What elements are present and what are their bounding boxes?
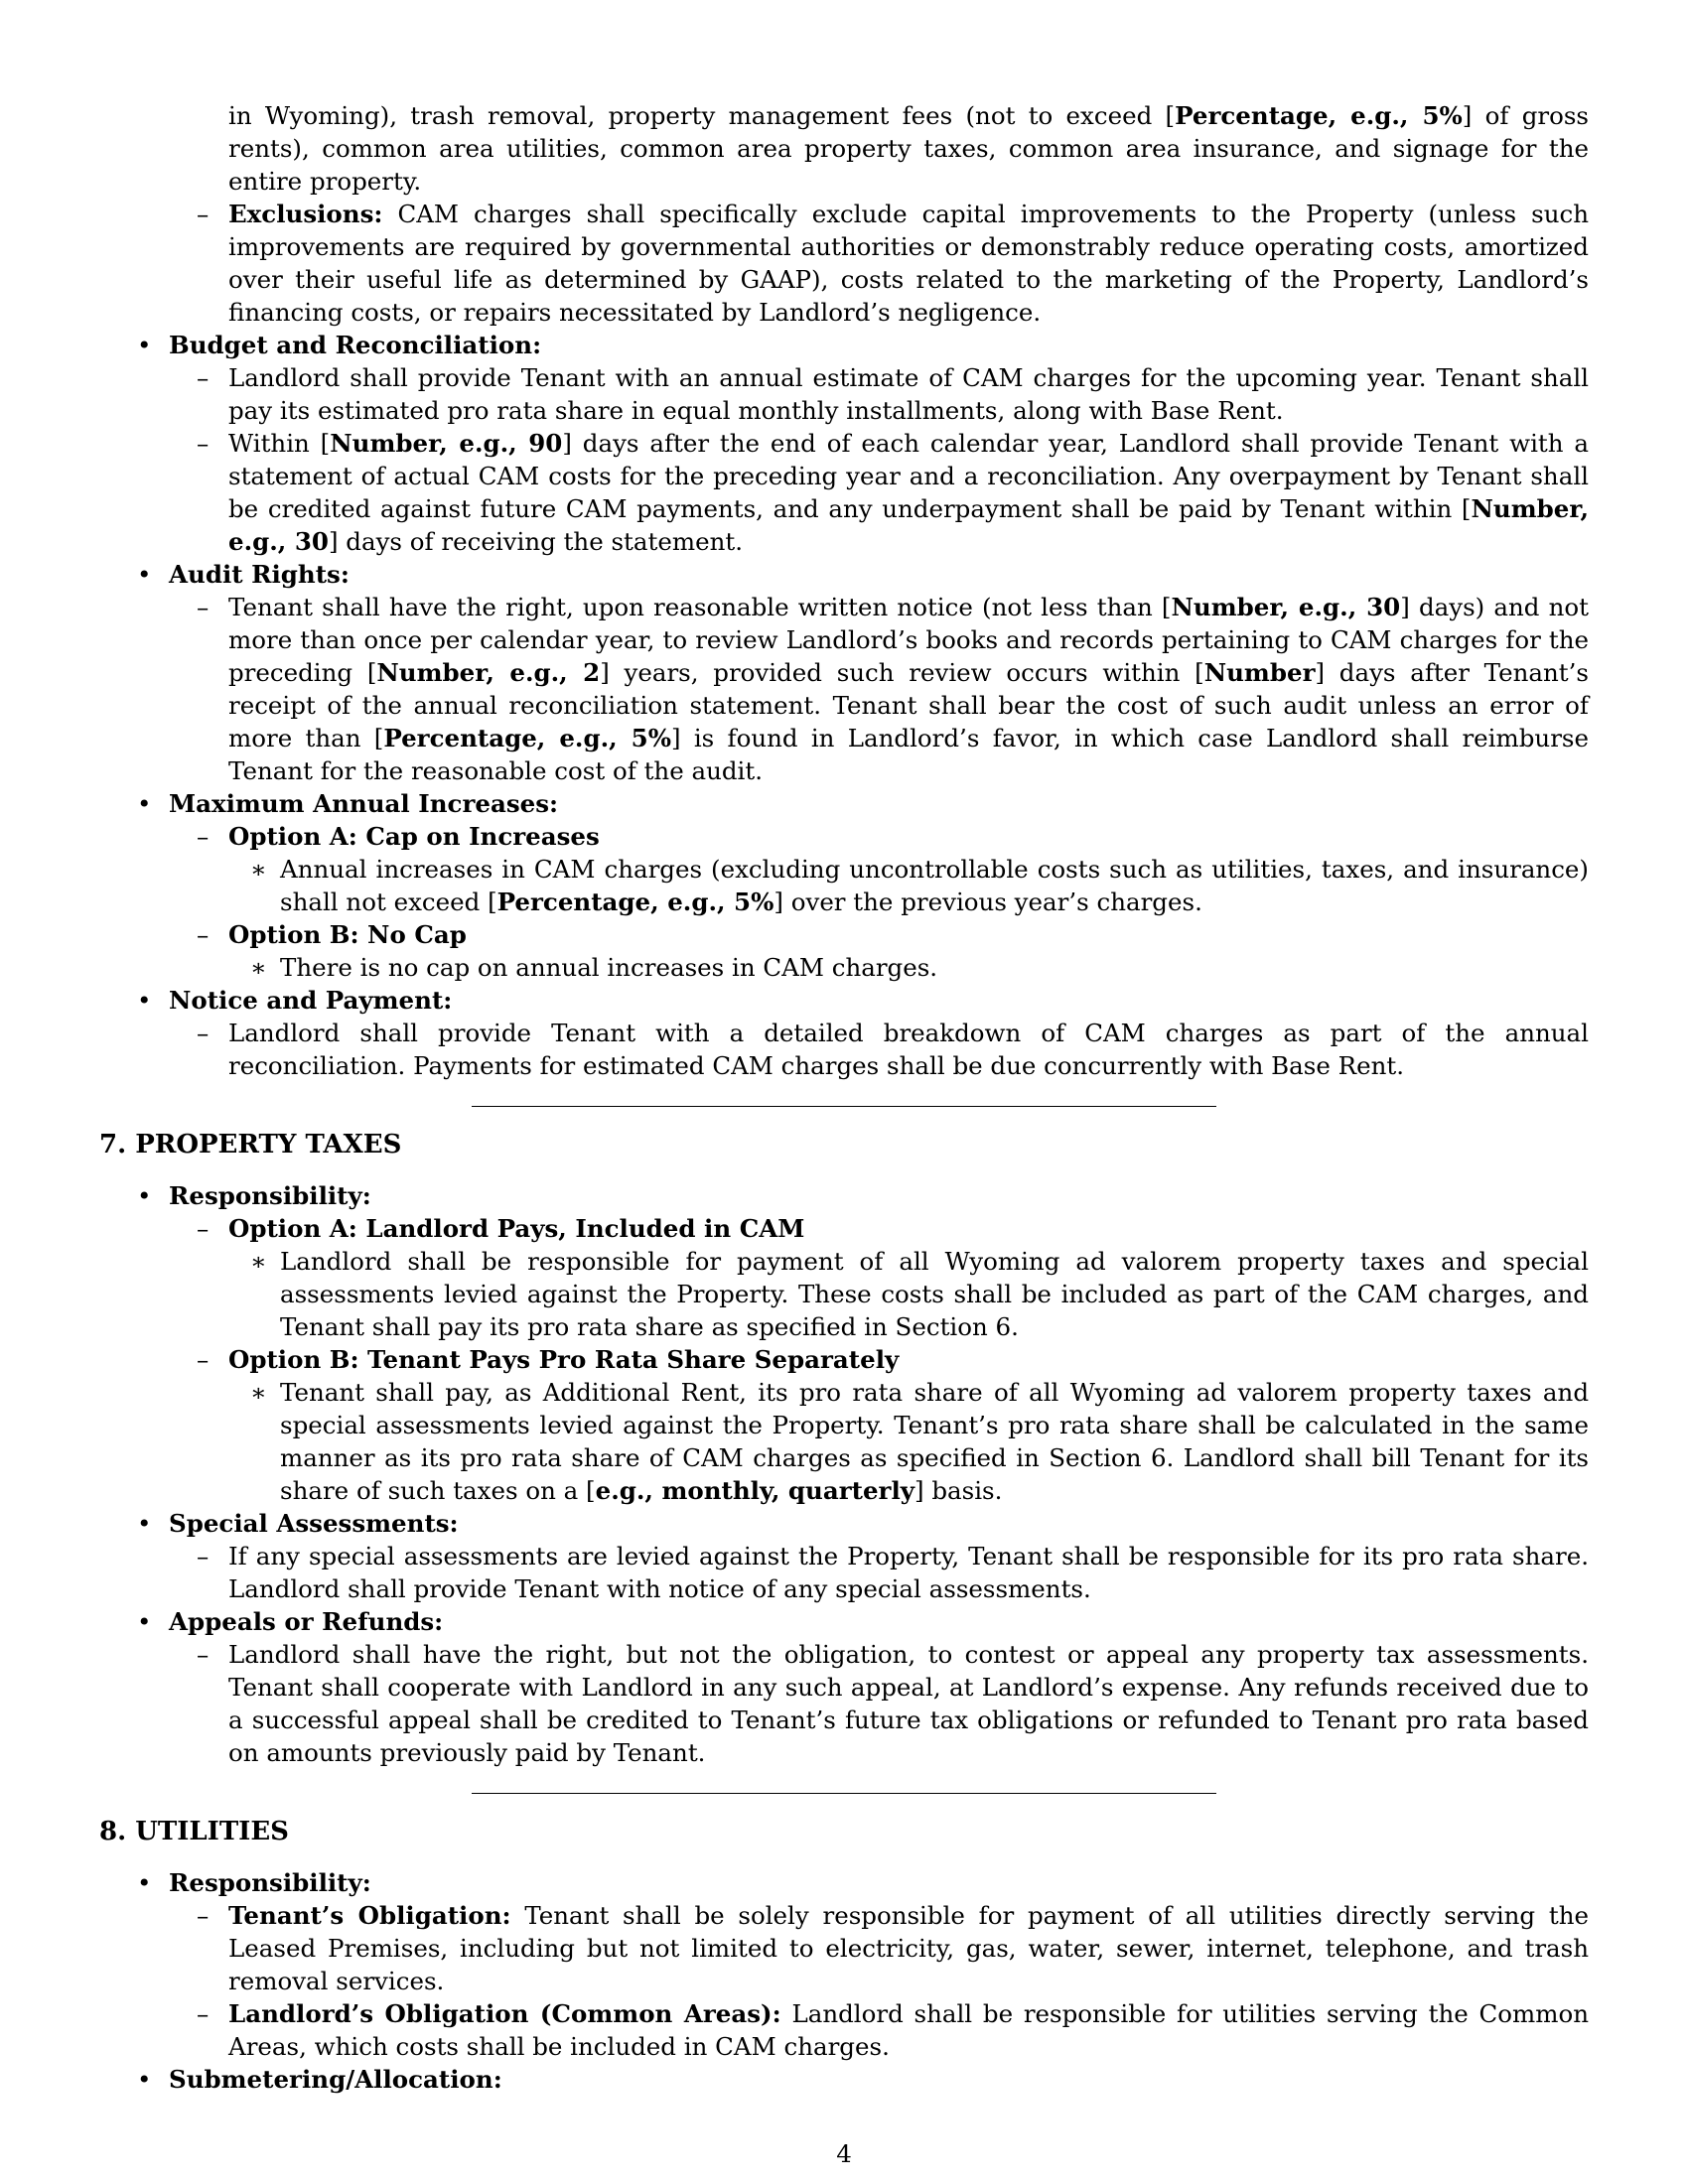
bullet-marker: • bbox=[137, 1509, 152, 1538]
bullet-marker: • bbox=[137, 2065, 152, 2094]
audit-heading: • Audit Rights: bbox=[137, 560, 350, 589]
special-assessments-heading: • Special Assessments: bbox=[137, 1509, 459, 1538]
bullet-marker: • bbox=[137, 986, 152, 1015]
increases-option-a-text: ∗ Annual increases in CAM charges (excluding uncontrollable costs such as utilities, taxes, and insurance) shall not exceed [Percentage, e.g., 5%] over the previous year’s charges. bbox=[250, 855, 1589, 916]
section-8-list bbox=[99, 1866, 1589, 2096]
dash-marker: – bbox=[197, 429, 210, 458]
budget-heading: • Budget and Reconciliation: bbox=[137, 331, 542, 359]
star-marker: ∗ bbox=[250, 1378, 267, 1407]
bullet-marker: • bbox=[137, 1607, 152, 1636]
tax-responsibility-heading: • Responsibility: bbox=[137, 1181, 371, 1210]
tax-option-a: – Option A: Landlord Pays, Included in CAM bbox=[197, 1214, 805, 1243]
star-marker: ∗ bbox=[250, 953, 267, 982]
tenant-obligation-item: – Tenant’s Obligation: Tenant shall be solely responsible for payment of all utilities directly serving the Leased Premises, including but not limited to electricity, gas, water, sewer, internet, telephone, and trash removal services. bbox=[197, 1901, 1589, 1995]
tax-option-b-text: ∗ Tenant shall pay, as Additional Rent, its pro rata share of all Wyoming ad valorem property taxes and special assessments levied against the Property. Tenant’s pro rata share shall be calculated in the same manner as its pro rata share of CAM charges as specified in Section 6. Landlord shall bill Tenant for its share of such taxes on a [e.g., monthly, quarterly] basis. bbox=[250, 1378, 1589, 1505]
cam-exclusions-item: – Exclusions: CAM charges shall specifically exclude capital improvements to the Property (unless such improvements are required by governmental authorities or demonstrably reduce operating costs, amortized over their useful life as determined by GAAP), costs related to the marketing of the Property, Landlord’s financing costs, or repairs necessitated by Landlord’s negligence. bbox=[197, 200, 1589, 327]
increases-option-b: – Option B: No Cap bbox=[197, 920, 467, 949]
notice-heading: • Notice and Payment: bbox=[137, 986, 453, 1015]
section-divider bbox=[472, 1106, 1216, 1107]
page-number: 4 bbox=[836, 2139, 852, 2168]
audit-item: – Tenant shall have the right, upon reasonable written notice (not less than [Number, e.g., 30] days) and not more than once per calendar year, to review Landlord’s books and records pertaining to CAM charges for the preceding [Number, e.g., 2] years, provided such review occurs within [Number] days after Tenant’s receipt of the annual reconciliation statement. Tenant shall bear the cost of such audit unless an error of more than [Percentage, e.g., 5%] is found in Landlord’s favor, in which case Landlord shall reimburse Tenant for the reasonable cost of the audit. bbox=[197, 593, 1589, 785]
notice-item: – Landlord shall provide Tenant with a detailed breakdown of CAM charges as part of the annual reconciliation. Payments for estimated CAM charges shall be due concurrently with Base Rent. bbox=[197, 1019, 1589, 1080]
star-marker: ∗ bbox=[250, 855, 267, 884]
dash-marker: – bbox=[197, 1542, 210, 1570]
dash-marker: – bbox=[197, 363, 210, 392]
tax-option-a-text: ∗ Landlord shall be responsible for payment of all Wyoming ad valorem property taxes and special assessments levied against the Property. These costs shall be included as part of the CAM charges, and Tenant shall pay its pro rata share as specified in Section 6. bbox=[250, 1247, 1589, 1341]
increases-heading: • Maximum Annual Increases: bbox=[137, 789, 559, 818]
submetering-heading: • Submetering/Allocation: bbox=[137, 2065, 502, 2094]
section-7-list bbox=[99, 1179, 1589, 1769]
star-marker: ∗ bbox=[250, 1247, 267, 1276]
dash-marker: – bbox=[197, 1901, 210, 1930]
bullet-marker: • bbox=[137, 1868, 152, 1897]
dash-marker: – bbox=[197, 1640, 210, 1669]
bullet-marker: • bbox=[137, 789, 152, 818]
appeals-item: – Landlord shall have the right, but not the obligation, to contest or appeal any property tax assessments. Tenant shall cooperate with Landlord in any such appeal, at Landlord’s expense. Any refunds received due to a successful appeal shall be credited to Tenant’s future tax obligations or refunded to Tenant pro rata based on amounts previously paid by Tenant. bbox=[197, 1640, 1589, 1767]
bullet-marker: • bbox=[137, 1181, 152, 1210]
dash-marker: – bbox=[197, 822, 210, 851]
landlord-obligation-item: – Landlord’s Obligation (Common Areas): Landlord shall be responsible for utilities serving the Common Areas, which costs shall be included in CAM charges. bbox=[197, 1999, 1589, 2061]
dash-marker: – bbox=[197, 200, 210, 228]
section-divider bbox=[472, 1793, 1216, 1794]
document-page bbox=[99, 99, 1589, 2096]
tax-option-b: – Option B: Tenant Pays Pro Rata Share Separately bbox=[197, 1345, 900, 1374]
utilities-responsibility-heading: • Responsibility: bbox=[137, 1868, 371, 1897]
increases-option-a: – Option A: Cap on Increases bbox=[197, 822, 600, 851]
dash-marker: – bbox=[197, 1345, 210, 1374]
bullet-marker: • bbox=[137, 331, 152, 359]
budget-item-estimate: – Landlord shall provide Tenant with an annual estimate of CAM charges for the upcoming year. Tenant shall pay its estimated pro rata share in equal monthly installments, along with Base Rent. bbox=[197, 363, 1589, 425]
section-8-title: 8. UTILITIES bbox=[99, 1817, 289, 1846]
dash-marker: – bbox=[197, 1999, 210, 2028]
dash-marker: – bbox=[197, 1019, 210, 1047]
budget-item-reconciliation: – Within [Number, e.g., 90] days after the end of each calendar year, Landlord shall provide Tenant with a statement of actual CAM costs for the preceding year and a reconciliation. Any overpayment by Tenant shall be credited against future CAM payments, and any underpayment shall be paid by Tenant within [Number, e.g., 30] days of receiving the statement. bbox=[197, 429, 1589, 556]
dash-marker: – bbox=[197, 920, 210, 949]
increases-option-b-text: ∗ There is no cap on annual increases in CAM charges. bbox=[250, 953, 938, 982]
dash-marker: – bbox=[197, 1214, 210, 1243]
bullet-marker: • bbox=[137, 560, 152, 589]
dash-marker: – bbox=[197, 593, 210, 621]
special-assessments-item: – If any special assessments are levied against the Property, Tenant shall be responsible for its pro rata share. Landlord shall provide Tenant with notice of any special assessments. bbox=[197, 1542, 1589, 1603]
appeals-heading: • Appeals or Refunds: bbox=[137, 1607, 444, 1636]
section-7-title: 7. PROPERTY TAXES bbox=[99, 1130, 402, 1160]
cam-included-continuation: in Wyoming), trash removal, property management fees (not to exceed [Percentage, e.g., 5%] of gross rents), common area utilities, common area property taxes, common area insurance, and signage for the entire property. bbox=[228, 101, 1589, 196]
